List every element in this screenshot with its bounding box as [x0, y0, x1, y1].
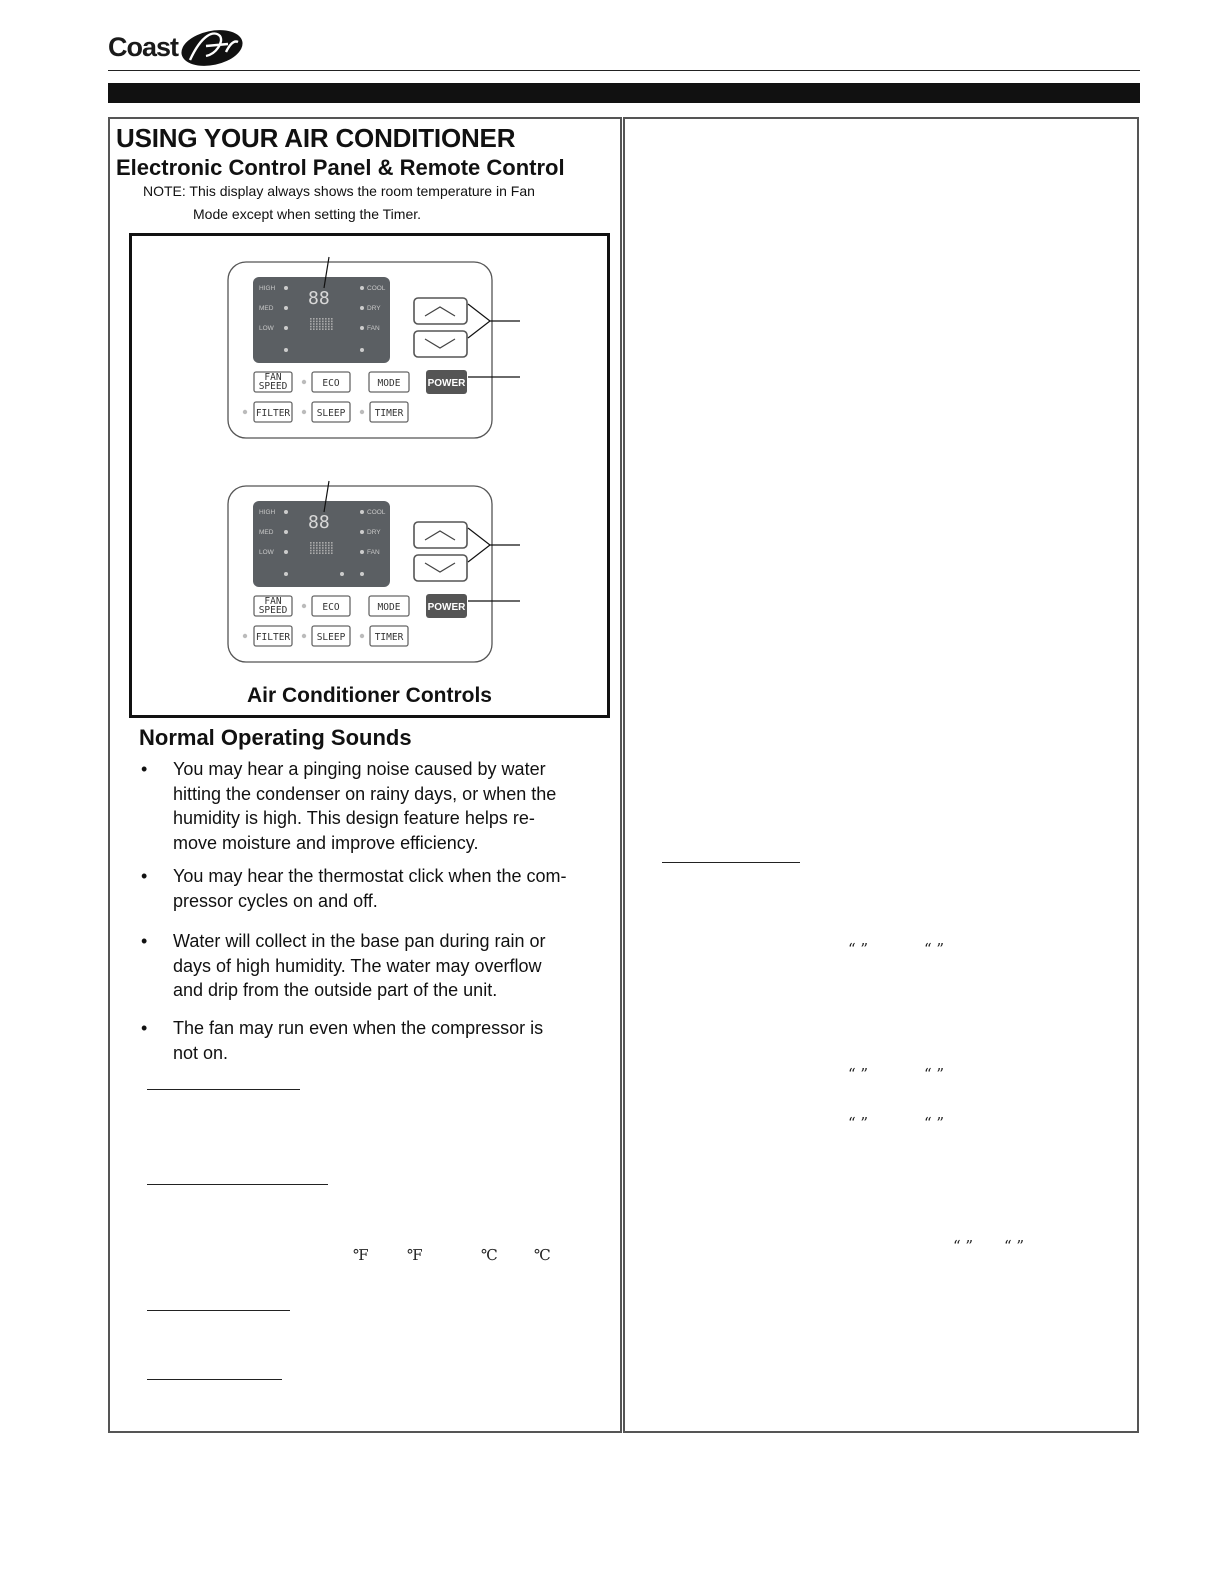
bullet-line: not on.: [173, 1042, 229, 1063]
lcd-matrix-dot: [328, 547, 330, 549]
note-line-1: NOTE: This display always shows the room temperature in Fan: [143, 183, 535, 199]
heading-underline: [662, 862, 800, 863]
lcd-matrix-dot: [331, 550, 333, 552]
bullet-line: Water will collect in the base pan during rain or: [173, 931, 546, 951]
fan-speed-label: FAN: [264, 596, 282, 607]
fan-speed-label: FAN: [264, 372, 282, 383]
lcd-matrix-dot: [322, 550, 324, 552]
indicator-dot: [302, 604, 306, 608]
lcd-matrix-dot: [313, 550, 315, 552]
quote-marks: “ ”: [953, 1237, 974, 1255]
lcd-label: FAN: [367, 549, 380, 556]
degree-c-glyph: ℃: [534, 1246, 551, 1264]
lcd-matrix-dot: [331, 545, 333, 547]
bullet-line: move moisture and improve efficiency.: [173, 832, 479, 853]
lcd-matrix-dot: [310, 542, 312, 544]
lcd-indicator-dot: [340, 572, 344, 576]
logo-word: Coast: [108, 32, 179, 62]
lcd-digits: 88: [308, 512, 330, 533]
quote-marks: “ ”: [924, 1114, 945, 1132]
quote-marks: “ ”: [848, 940, 869, 958]
lcd-label: HIGH: [259, 285, 276, 292]
fan-speed-label: SPEED: [258, 605, 288, 616]
lcd-indicator-dot: [360, 550, 364, 554]
lcd-matrix-dot: [313, 552, 315, 554]
quote-marks: “ ”: [848, 1114, 869, 1132]
lcd-matrix-dot: [325, 547, 327, 549]
lcd-matrix-dot: [322, 552, 324, 554]
lcd-indicator-dot: [284, 530, 288, 534]
lcd-label: LOW: [259, 549, 274, 556]
lcd-label: LOW: [259, 325, 274, 332]
bullet-line: days of high humidity. The water may overflow: [173, 955, 542, 976]
mode-label: MODE: [377, 378, 401, 389]
filter-label: FILTER: [255, 408, 291, 419]
lcd-label: MED: [259, 305, 274, 312]
bullet-line: and drip from the outside part of the unit.: [173, 980, 498, 1000]
bullet-line: The fan may run even when the compressor is: [173, 1018, 544, 1038]
lcd-label: COOL: [367, 285, 386, 292]
section-subtitle: Electronic Control Panel & Remote Control: [116, 155, 565, 180]
lcd-indicator-dot: [360, 530, 364, 534]
lcd-matrix-dot: [310, 545, 312, 547]
degree-f-glyph: ℉: [353, 1246, 369, 1264]
filter-label: FILTER: [255, 632, 291, 643]
eco-label: ECO: [322, 602, 340, 613]
lcd-matrix-dot: [319, 542, 321, 544]
power-label: POWER: [427, 602, 466, 613]
heading-underline: [147, 1379, 282, 1380]
indicator-dot: [302, 634, 306, 638]
heading-underline: [147, 1310, 290, 1311]
lcd-matrix-dot: [331, 552, 333, 554]
lcd-digits: 88: [308, 288, 330, 309]
lcd-matrix-dot: [325, 545, 327, 547]
bullet-line: pressor cycles on and off.: [173, 890, 378, 911]
mode-label: MODE: [377, 602, 401, 613]
timer-label: TIMER: [374, 632, 404, 643]
lcd-matrix-dot: [322, 542, 324, 544]
degree-f-glyph: ℉: [407, 1246, 423, 1264]
section-title: USING YOUR AIR CONDITIONER: [116, 123, 516, 153]
lcd-matrix-dot: [328, 545, 330, 547]
lcd-matrix-dot: [310, 552, 312, 554]
lcd-matrix-dot: [319, 552, 321, 554]
down-arrow-button: [414, 555, 467, 581]
bullet-dot: •: [141, 759, 148, 779]
note-line-2: Mode except when setting the Timer.: [193, 206, 422, 222]
bullet-line: hitting the condenser on rainy days, or when the: [173, 783, 557, 804]
bullet-line: You may hear a pinging noise caused by water: [173, 759, 546, 779]
lcd-matrix-dot: [313, 545, 315, 547]
figure-caption: Air Conditioner Controls: [247, 684, 492, 707]
bullet-dot: •: [141, 1018, 148, 1038]
lcd-indicator-dot: [284, 572, 288, 576]
lcd-matrix-dot: [319, 545, 321, 547]
lcd-matrix-dot: [310, 547, 312, 549]
lcd-matrix-dot: [325, 550, 327, 552]
lcd-matrix-dot: [325, 542, 327, 544]
lcd-label: DRY: [367, 305, 381, 312]
quote-marks: “ ”: [1004, 1237, 1025, 1255]
indicator-dot: [360, 634, 364, 638]
eco-label: ECO: [322, 378, 340, 389]
lcd-matrix-dot: [328, 542, 330, 544]
sleep-label: SLEEP: [316, 632, 346, 643]
lcd-matrix-dot: [325, 552, 327, 554]
lcd-indicator-dot: [284, 550, 288, 554]
quote-marks: “ ”: [848, 1065, 869, 1083]
degree-c-glyph: ℃: [481, 1246, 498, 1264]
lcd-label: COOL: [367, 509, 386, 516]
lcd-matrix-dot: [328, 550, 330, 552]
sleep-label: SLEEP: [316, 408, 346, 419]
lcd-label: HIGH: [259, 509, 276, 516]
lcd-matrix-dot: [313, 542, 315, 544]
lcd-matrix-dot: [316, 552, 318, 554]
lcd-matrix-dot: [328, 552, 330, 554]
fan-speed-label: SPEED: [258, 381, 288, 392]
lcd-label: MED: [259, 529, 274, 536]
lcd-indicator-dot: [284, 510, 288, 514]
lcd-matrix-dot: [310, 550, 312, 552]
lcd-indicator-dot: [360, 572, 364, 576]
lcd-label: DRY: [367, 529, 381, 536]
lcd-matrix-dot: [331, 542, 333, 544]
quote-marks: “ ”: [924, 940, 945, 958]
power-label: POWER: [427, 378, 466, 389]
heading-underline: [147, 1089, 300, 1090]
lcd-matrix-dot: [322, 547, 324, 549]
bullet-line: humidity is high. This design feature helps re-: [173, 808, 535, 828]
bullet-dot: •: [141, 931, 148, 951]
lcd-matrix-dot: [319, 547, 321, 549]
lcd-matrix-dot: [316, 550, 318, 552]
lcd-matrix-dot: [313, 547, 315, 549]
lcd-matrix-dot: [316, 542, 318, 544]
sounds-heading: Normal Operating Sounds: [139, 725, 412, 750]
bullet-line: You may hear the thermostat click when the com-: [173, 866, 567, 886]
lcd-matrix-dot: [316, 547, 318, 549]
lcd-label: FAN: [367, 325, 380, 332]
lcd-matrix-dot: [331, 547, 333, 549]
lcd-matrix-dot: [322, 545, 324, 547]
lcd-matrix-dot: [316, 545, 318, 547]
up-arrow-button: [414, 522, 467, 548]
quote-marks: “ ”: [924, 1065, 945, 1083]
lcd-indicator-dot: [360, 510, 364, 514]
bullet-dot: •: [141, 866, 148, 886]
lcd-matrix-dot: [319, 550, 321, 552]
indicator-dot: [243, 634, 247, 638]
timer-label: TIMER: [374, 408, 404, 419]
heading-underline: [147, 1184, 328, 1185]
